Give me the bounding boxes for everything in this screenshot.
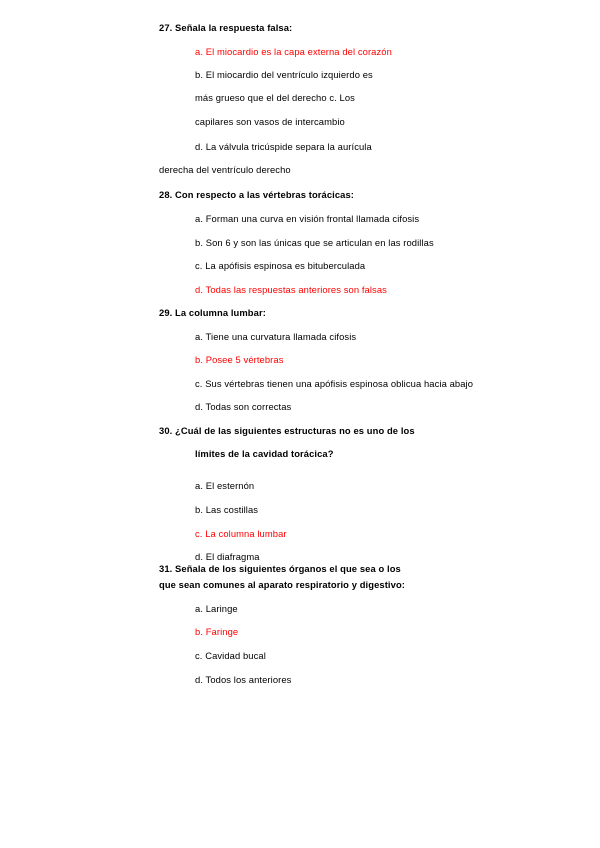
question-28-option-c: c. La apófisis espinosa es bituberculada	[195, 260, 366, 271]
question-31-option-d: d. Todos los anteriores	[195, 674, 292, 685]
question-28-title: 28. Con respecto a las vértebras torácicas:	[159, 189, 355, 200]
question-27-option-d-line2: derecha del ventrículo derecho	[159, 164, 291, 175]
question-27-option-c-line: capilares son vasos de intercambio	[195, 116, 345, 127]
question-30-title-line1: 30. ¿Cuál de las siguientes estructuras no es uno de los	[159, 425, 415, 436]
question-30-option-b: b. Las costillas	[195, 504, 259, 515]
question-28-option-a: a. Forman una curva en visión frontal llamada cifosis	[195, 213, 420, 224]
question-29-title: 29. La columna lumbar:	[159, 307, 266, 318]
question-30-option-a: a. El esternón	[195, 480, 255, 491]
question-30-title-line2: límites de la cavidad torácica?	[195, 448, 334, 459]
question-27-option-b-line2: más grueso que el del derecho c. Los	[195, 92, 355, 103]
question-30-option-d: d. El diafragma	[195, 551, 260, 562]
question-27-option-a: a. El miocardio es la capa externa del corazón	[195, 46, 392, 57]
question-31-title-line1: 31. Señala de los siguientes órganos el que sea o los	[159, 563, 401, 574]
question-27-title: 27. Señala la respuesta falsa:	[159, 22, 293, 33]
question-29-option-d: d. Todas son correctas	[195, 401, 292, 412]
question-29-option-a: a. Tiene una curvatura llamada cifosis	[195, 331, 357, 342]
question-29-option-b: b. Posee 5 vértebras	[195, 354, 284, 365]
question-31-option-c: c. Cavidad bucal	[195, 650, 266, 661]
question-31-option-b: b. Faringe	[195, 626, 239, 637]
question-27-option-b-line1: b. El miocardio del ventrículo izquierdo es	[195, 69, 373, 80]
question-31-option-a: a. Laringe	[195, 603, 238, 614]
question-28-option-b: b. Son 6 y son las únicas que se articulan en las rodillas	[195, 237, 434, 248]
question-30-option-c: c. La columna lumbar	[195, 528, 287, 539]
question-29-option-c: c. Sus vértebras tienen una apófisis espinosa oblicua hacia abajo	[195, 378, 474, 389]
question-31-title-line2: que sean comunes al aparato respiratorio y digestivo:	[159, 579, 405, 590]
question-27-option-d-line1: d. La válvula tricúspide separa la aurícula	[195, 141, 372, 152]
question-28-option-d: d. Todas las respuestas anteriores son falsas	[195, 284, 387, 295]
